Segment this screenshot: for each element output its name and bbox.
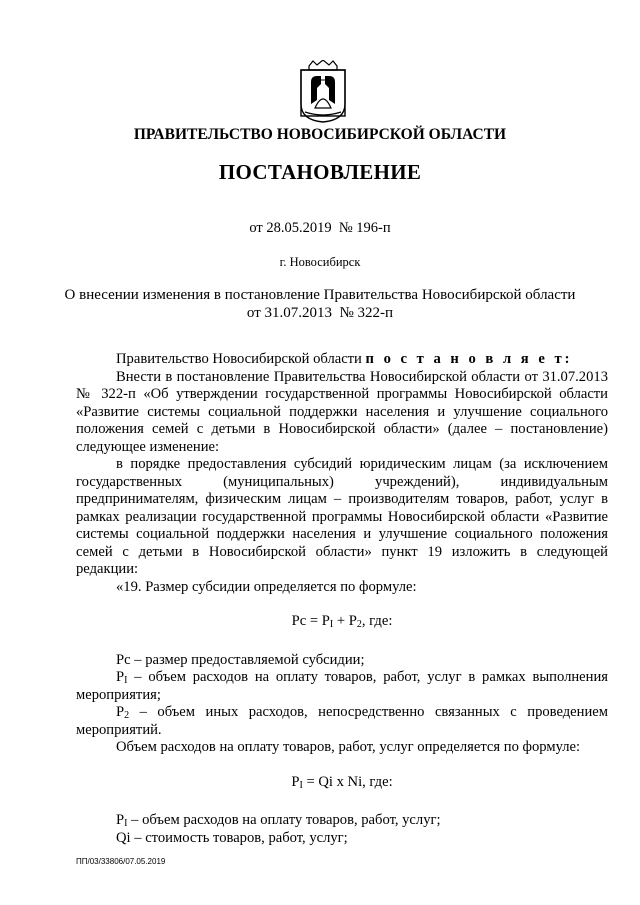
paragraph-amend: Внести в постановление Правительства Новосибирской области от 31.07.2013 № 322-п «Об утверждении государственной программы Новосибирской области «Развитие системы социальной поддержки населения и улучшение социального положения семей с детьми в Новосибирской области» (далее – постановление) следующее изменение: xyxy=(76,368,608,455)
definition-p2: $P_2$ – объем иных расходов, непосредственно связанных с проведением мероприятий. xyxy=(76,704,608,738)
government-title: ПРАВИТЕЛЬСТВО НОВОСИБИРСКОЙ ОБЛАСТИ xyxy=(133,126,507,143)
definition-qi: Qi – стоимость товаров, работ, услуг; xyxy=(116,829,348,846)
city: г. Новосибирск xyxy=(279,255,361,269)
document-body xyxy=(76,351,608,847)
paragraph-item-19: «19. Размер субсидии определяется по формуле: xyxy=(116,578,417,595)
date-and-number: от 28.05.2019 № 196-п xyxy=(249,220,391,236)
definition-pc: Pc – размер предоставляемой субсидии; xyxy=(116,651,365,668)
coat-of-arms-icon xyxy=(297,60,349,124)
formula-subsidy: $Pc = P_I + P_2$, где: xyxy=(291,613,393,630)
intro-paragraph: Правительство Новосибирской области п о с т а н о в л я е т: xyxy=(116,351,573,367)
document-subject xyxy=(0,286,640,322)
document-type: ПОСТАНОВЛЕНИЕ xyxy=(218,160,422,184)
paragraph-procedure: в порядке предоставления субсидий юридическим лицам (за исключением государственных (муниципальных) учреждений), индивидуальным предпринимателям, физическим лицам – производителям товаров, работ, услуг в рамках реализации государственной программы Новосибирской области «Развитие системы социальной поддержки населения и улучшение социального положения семей с детьми в Новосибирской области» пункт 19 изложить в следующей редакции: xyxy=(76,456,608,577)
paragraph-expenses-formula: Объем расходов на оплату товаров, работ, услуг определяется по формуле: xyxy=(116,739,581,755)
definition-p1: $P_I$ – объем расходов на оплату товаров, работ, услуг в рамках выполнения мероприятия; xyxy=(76,669,608,703)
formula-expenses: $P_I = Qi$ x Ni, где: xyxy=(291,773,393,791)
definition-p1-expenses: $P_I$ – объем расходов на оплату товаров, работ, услуг; xyxy=(116,812,441,829)
footer-code: ПП/03/33806/07.05.2019 xyxy=(76,857,166,866)
subject-line-2: от 31.07.2013 № 322-п xyxy=(246,305,394,321)
subject-line-1: О внесении изменения в постановление Правительства Новосибирской области xyxy=(64,287,576,303)
